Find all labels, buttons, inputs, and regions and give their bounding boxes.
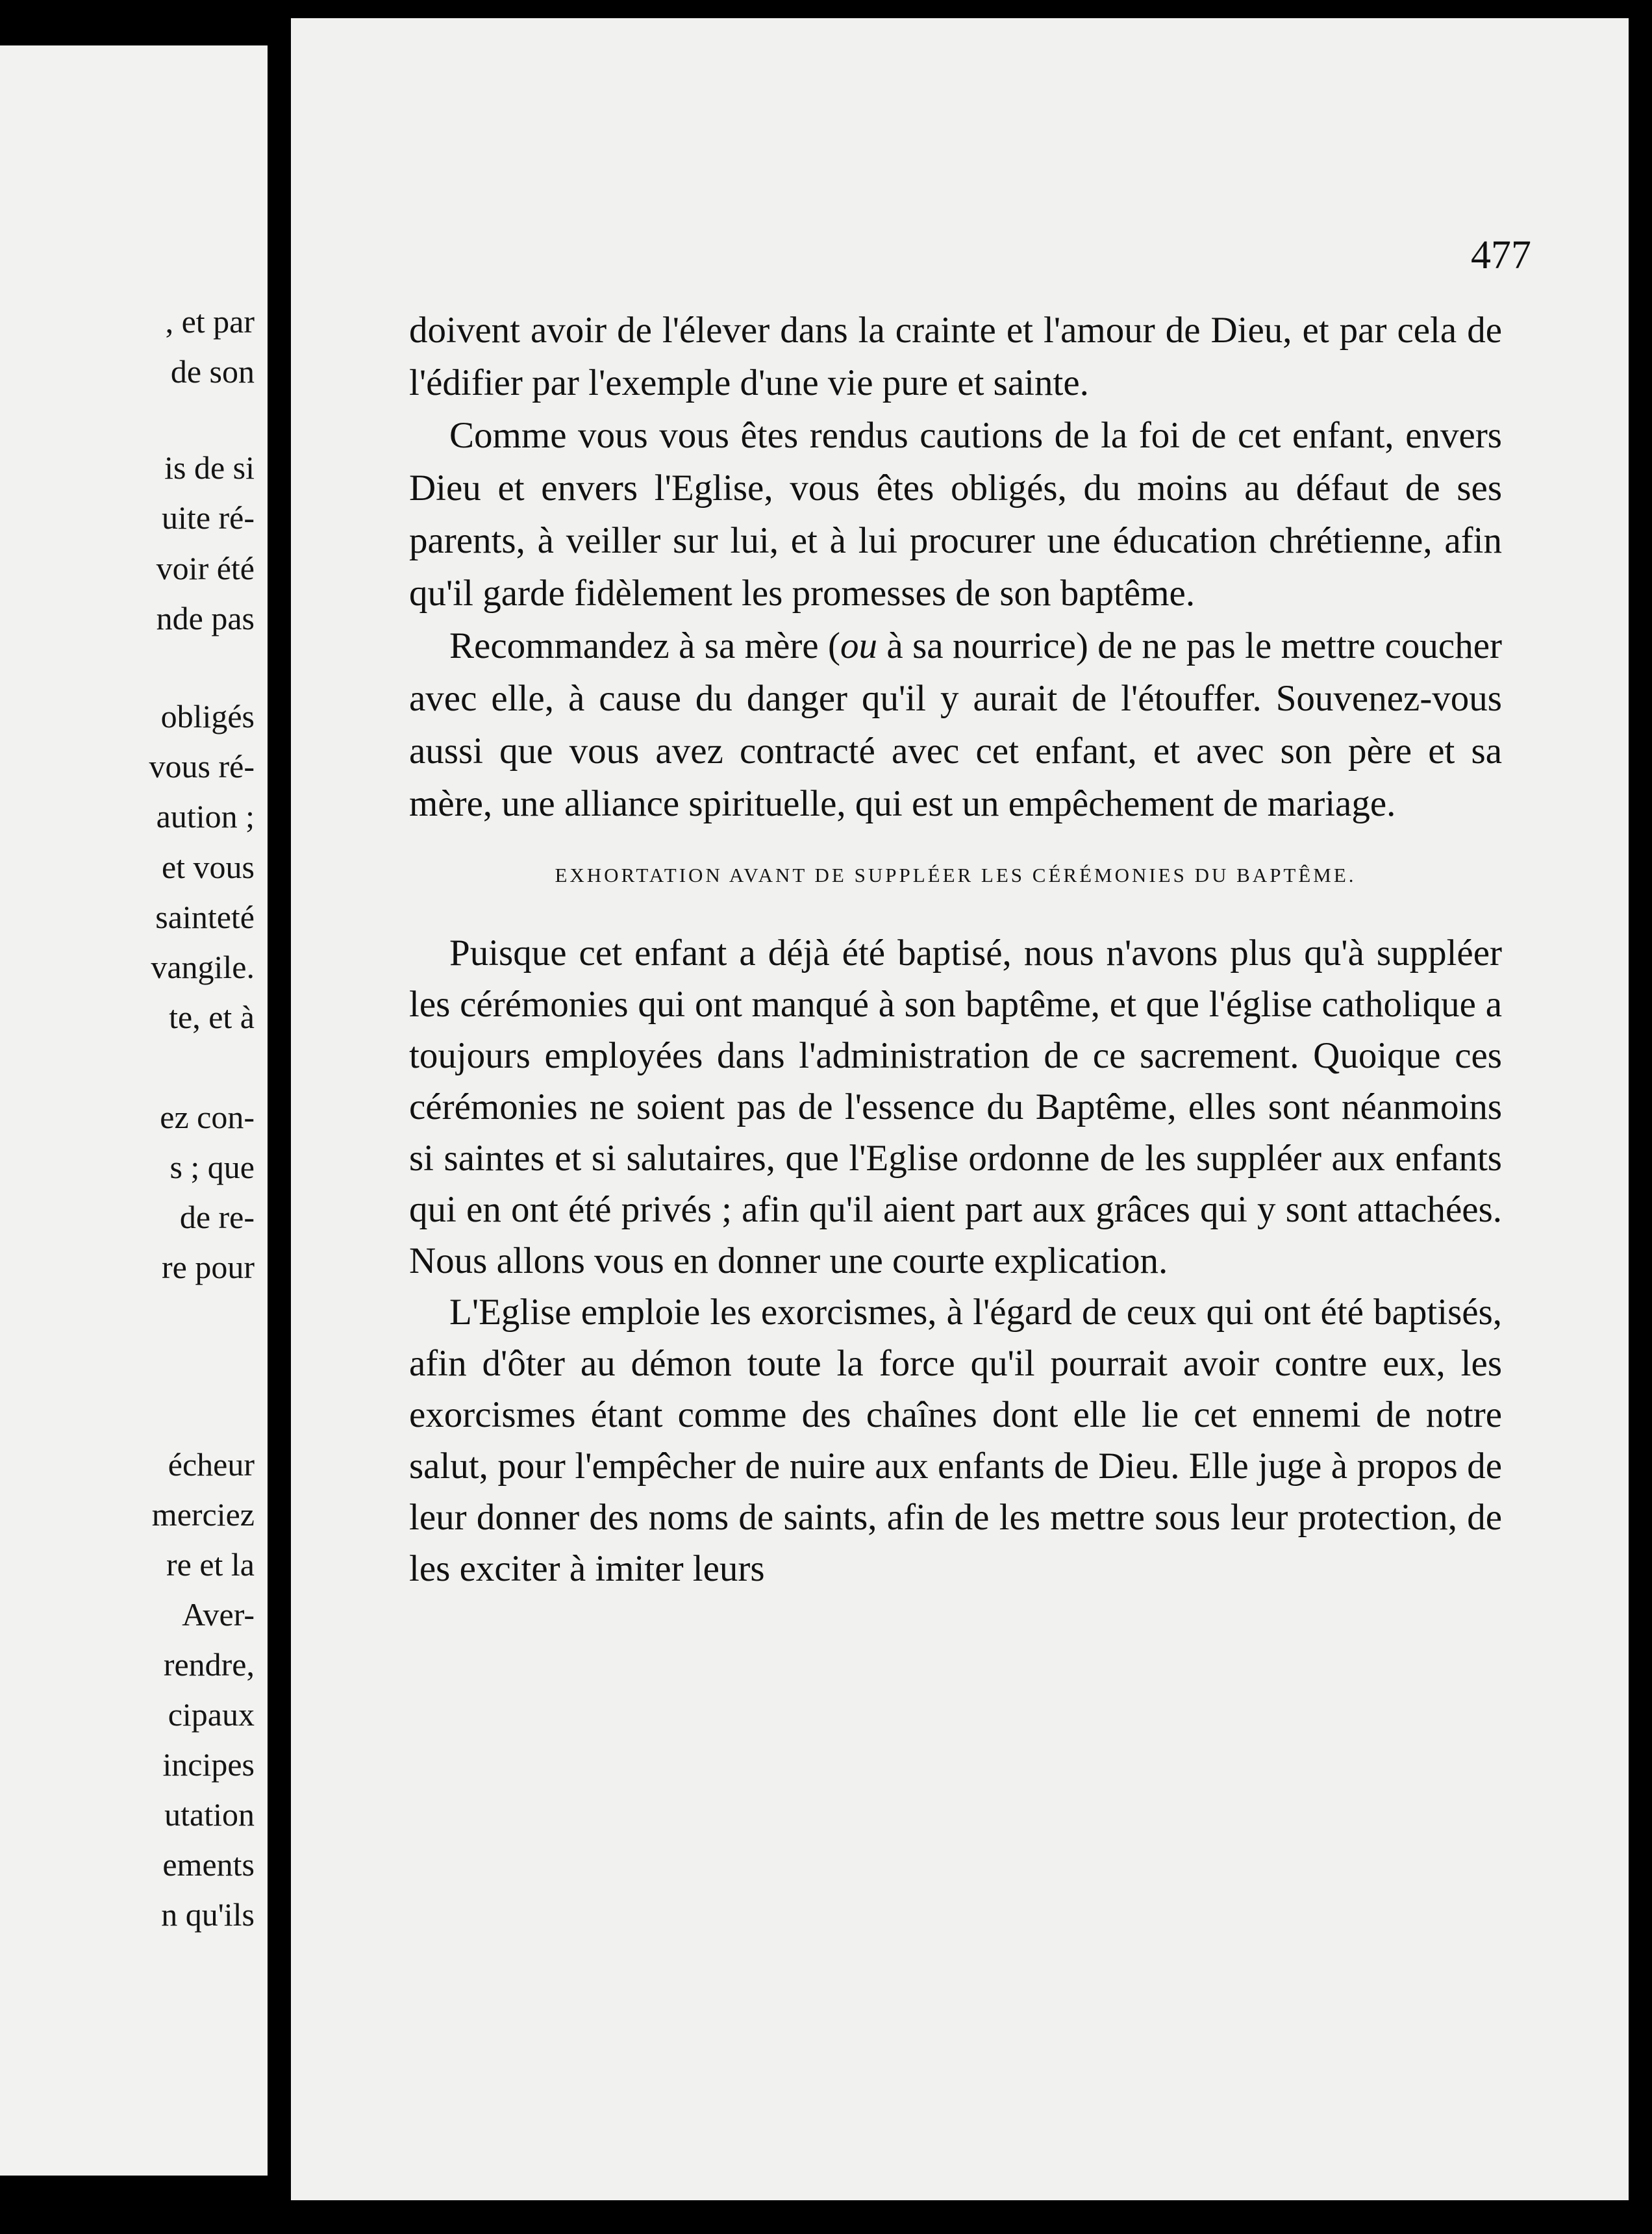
left-page-line: re et la (166, 1546, 255, 1583)
left-page-line: s ; que (169, 1149, 255, 1185)
book-gutter (268, 39, 291, 2182)
paragraph: Puisque cet enfant a déjà été baptisé, nous n'avons plus qu'à suppléer les cérémonies qui ont manqué à son baptême, et que l'église catholique a toujours employées dans l'administration de ce sacrement. Quoique ces cérémonies ne soient pas de l'essence du Baptême, elles sont néanmoins si saintes et si salutaires, que l'Eglise ordonne de les suppléer aux enfants qui en ont été privés ; afin qu'il aient part aux grâces qui y sont attachées. Nous allons vous en donner une courte explication. (409, 933, 1502, 1281)
left-page-line: et vous (161, 849, 255, 885)
section-heading: EXHORTATION AVANT DE SUPPLÉER LES CÉRÉMONIES DU BAPTÊME. (555, 864, 1357, 886)
paragraph: Comme vous vous êtes rendus cautions de la foi de cet enfant, envers Dieu et envers l'Eglise, vous êtes obligés, du moins au défaut de ses parents, à veiller sur lui, et à lui procurer une éducation chrétienne, afin qu'il garde fidèlement les promesses de son baptême. (409, 415, 1502, 614)
left-page-line: is de si (164, 449, 255, 486)
paragraph: L'Eglise emploie les exorcismes, à l'égard de ceux qui ont été baptisés, afin d'ôter au démon toute la force qu'il pourrait avoir contre eux, les exorcismes étant comme des chaînes dont elle lie cet ennemi de notre salut, pour l'empêcher de nuire aux enfants de Dieu. Elle juge à propos de leur donner des noms de saints, afin de les mettre sous leur protection, de les exciter à imiter leurs (409, 1292, 1502, 1589)
left-page-line: uite ré- (162, 499, 255, 536)
left-page-line: de re- (179, 1199, 255, 1235)
left-page-line: écheur (168, 1446, 255, 1483)
paragraph-text: Recommandez à sa mère ( (449, 625, 840, 666)
left-page-line: voir été (156, 550, 255, 586)
left-page-line: rendre, (163, 1646, 255, 1683)
left-page (0, 45, 268, 2176)
right-page (291, 18, 1629, 2200)
page-body (409, 304, 1502, 1594)
paragraph: doivent avoir de l'élever dans la crainte et l'amour de Dieu, et par cela de l'édifier par l'exemple d'une vie pure et sainte. (409, 310, 1502, 403)
left-page-line: de son (170, 353, 255, 390)
left-page-line: obligés (160, 698, 255, 734)
left-page-line: incipes (162, 1746, 255, 1783)
left-page-line: vous ré- (149, 748, 255, 784)
paragraph (409, 620, 1502, 830)
left-page-line: utation (164, 1796, 255, 1833)
left-page-line: ez con- (160, 1099, 255, 1135)
left-page-line: vangile. (151, 949, 255, 985)
left-page-line: sainteté (155, 899, 255, 935)
left-page-line: cipaux (168, 1696, 255, 1733)
left-page-line: n qu'ils (161, 1896, 255, 1933)
page-number: 477 (1471, 233, 1531, 277)
paragraph-text: à sa nourrice) de ne pas le mettre coucher avec elle, à cause du danger qu'il y aurait de l'étouffer. Souvenez-vous aussi que vous avez contracté avec cet enfant, et avec son père et sa mère, une alliance spirituelle, qui est un empêchement de mariage. (409, 625, 1502, 824)
left-page-line: merciez (151, 1496, 255, 1533)
left-page-line: ements (162, 1846, 255, 1883)
left-page-line: , et par (165, 303, 255, 340)
left-page-line: aution ; (156, 798, 255, 835)
italic-word: ou (840, 625, 877, 666)
left-page-line: re pour (162, 1249, 255, 1285)
left-page-line: te, et à (169, 999, 255, 1035)
left-page-line: nde pas (156, 600, 255, 636)
left-page-line: Aver- (182, 1596, 255, 1633)
